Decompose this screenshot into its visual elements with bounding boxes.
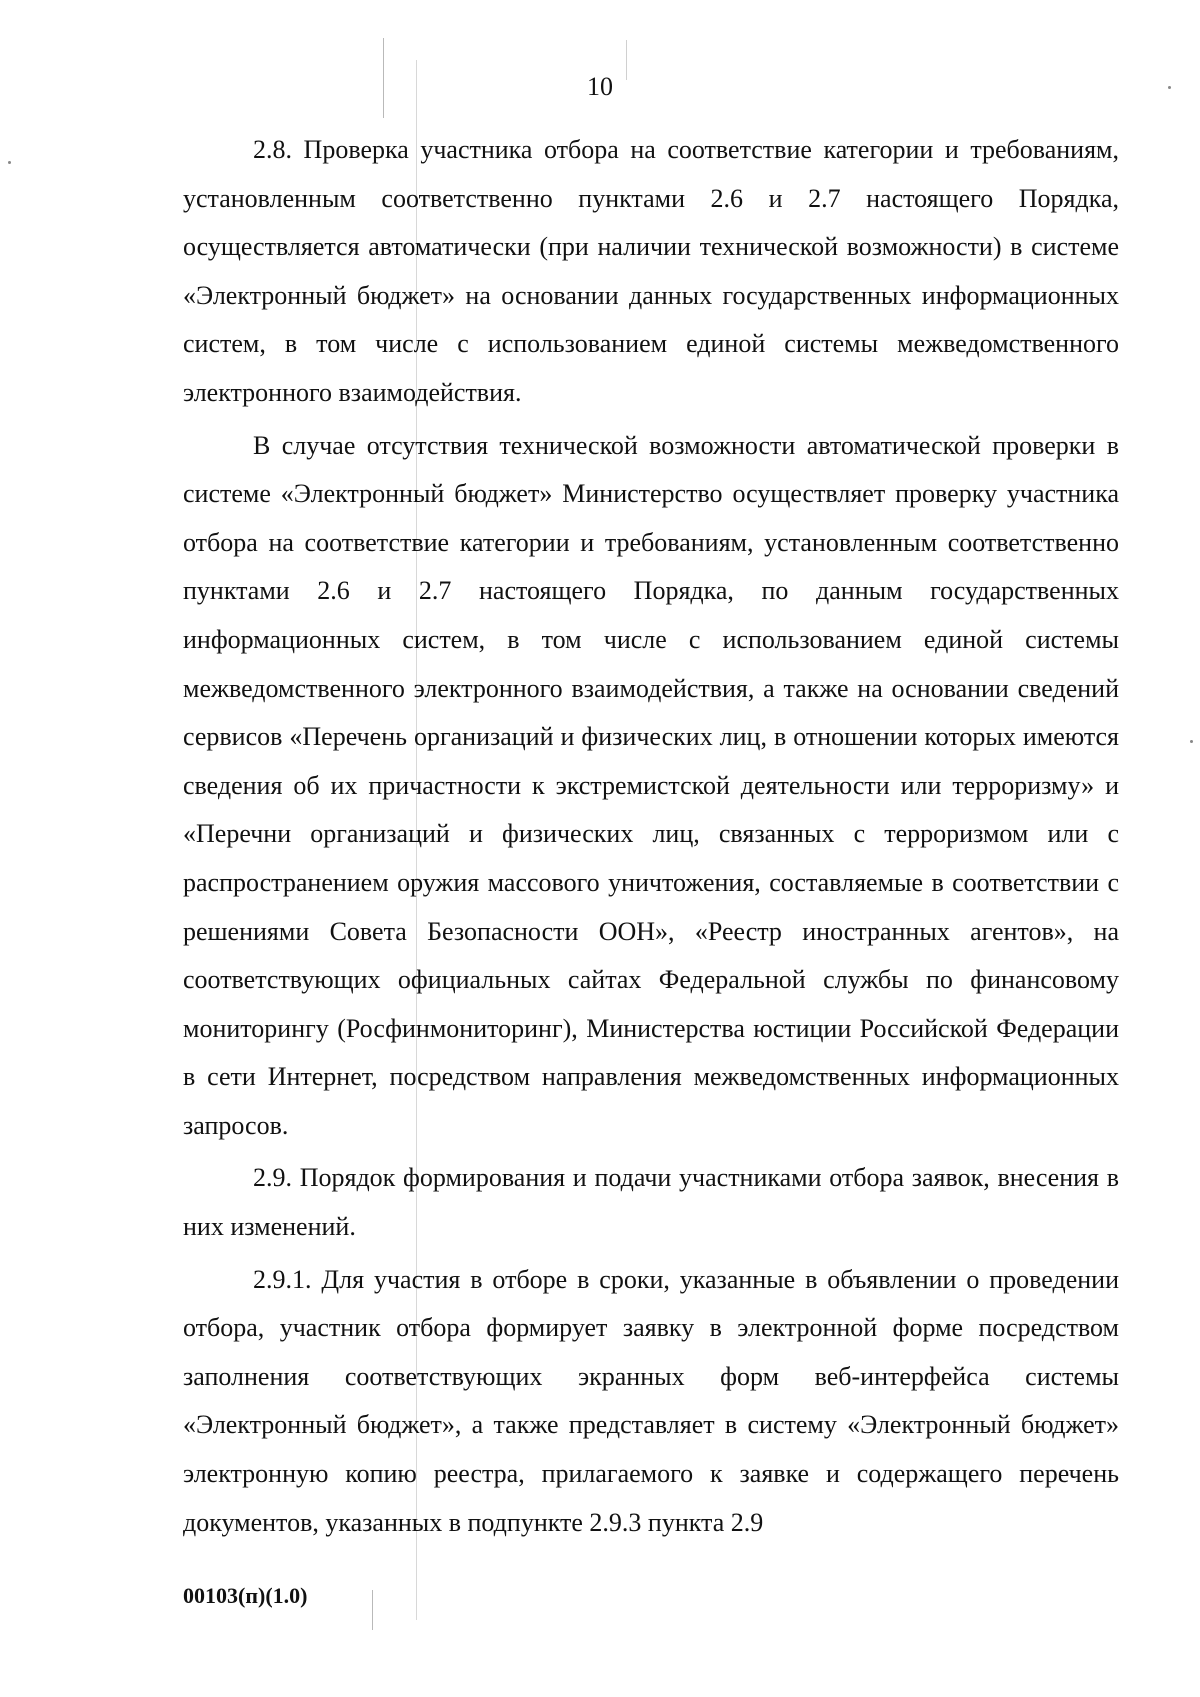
paragraph-2-9-1: 2.9.1. Для участия в отборе в сроки, указанные в объявлении о проведении отбора, участник отбора формирует заявку в электронной форме посредством заполнения соответствующих экранных форм веб-интерфейса системы «Электронный бюджет», а также представляет в систему «Электронный бюджет» электронную копию реестра, прилагаемого к заявке и содержащего перечень документов, указанных в подпункте 2.9.3 пункта 2.9 — [183, 1264, 1119, 1537]
scan-artifact-line — [372, 1590, 373, 1630]
page-number: 10 — [587, 72, 613, 101]
document-code: 00103(п)(1.0) — [183, 1583, 308, 1608]
scan-artifact-dot — [1190, 740, 1193, 743]
document-body — [183, 126, 1119, 1547]
scan-artifact-dot — [8, 161, 11, 164]
paragraph-2-8: 2.8. Проверка участника отбора на соответствие категории и требованиям, установленным соответственно пунктами 2.6 и 2.7 настоящего Порядка, осуществляется автоматически (при наличии технической возможности) в системе «Электронный бюджет» на основании данных государственных информационных систем, в том числе с использованием единой системы межведомственного электронного взаимодействия. — [183, 135, 1119, 407]
paragraph-technical-check: В случае отсутствия технической возможности автоматической проверки в системе «Электронный бюджет» Министерство осуществляет проверку участника отбора на соответствие категории и требованиям, установленным соответственно пунктами 2.6 и 2.7 настоящего Порядка, по данным государственных информационных систем, в том числе с использованием единой системы межведомственного электронного взаимодействия, а также на основании сведений сервисов «Перечень организаций и физических лиц, в отношении которых имеются сведения об их причастности к экстремистской деятельности или терроризму» и «Перечни организаций и физических лиц, связанных с терроризмом или с распространением оружия массового уничтожения, составляемые в соответствии с решениями Совета Безопасности ООН», «Реестр иностранных агентов», на соответствующих официальных сайтах Федеральной службы по финансовому мониторингу (Росфинмониторинг), Министерства юстиции Российской Федерации в сети Интернет, посредством направления межведомственных информационных запросов. — [183, 430, 1119, 1140]
paragraph-2-9: 2.9. Порядок формирования и подачи участниками отбора заявок, внесения в них изменений. — [183, 1163, 1119, 1242]
